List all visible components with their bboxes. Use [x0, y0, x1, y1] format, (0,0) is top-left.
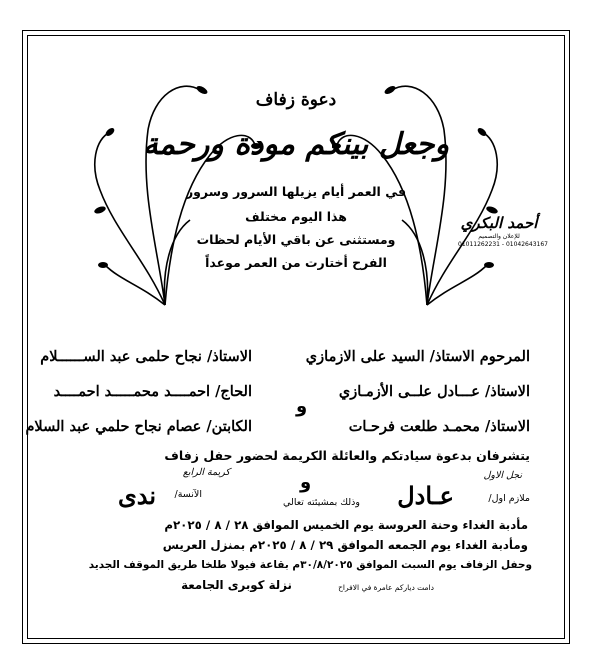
designer-phones: 01011262231 - 01042643167 [458, 241, 548, 248]
wish-line: دامت دياركم عامرة في الافراح [338, 583, 434, 592]
groom-note: نجل الاول [483, 470, 522, 481]
right-family-line-2: الاستاذ/ عـــادل علــى الأزمـازي [338, 383, 530, 400]
families-connector: و [296, 396, 308, 417]
poem-line-2: هذا اليوم مختلف [245, 209, 347, 224]
invitation-title: دعوة زفاف [255, 90, 337, 110]
invitation-line: يتشرفان بدعوة سيادتكم والعائلة الكريمة لحضور حفل زفاف [164, 448, 530, 463]
detail-line-2: ومأدبة الغداء يوم الجمعه الموافق ٢٩ / ٨ / ٢٠٢٥م بمنزل العريس [162, 538, 528, 552]
groom-title: ملازم اول/ [488, 493, 530, 504]
detail-line-1: مأدبة الغداء وحنة العروسة يوم الخميس الموافق ٢٨ / ٨ / ٢٠٢٥م [164, 518, 528, 532]
detail-line-3: وحفل الزفاف يوم السبت الموافق ٣٠/٨/٢٠٢٥م بقاعة فيولا طلخا طريق الموقف الجديد [88, 559, 532, 571]
location-line: نزلة كوبرى الجامعة [181, 578, 292, 592]
groom-name: عـادل [397, 481, 454, 510]
bride-title: الآنسة/ [174, 489, 202, 500]
designer-tagline: للإعلان والتصميم [478, 233, 520, 240]
verse-title: وجعل بينكم مودة ورحمة [142, 127, 450, 162]
designer-name: أحمد البكري [460, 214, 538, 232]
bride-note: كريمة الرابع [182, 467, 230, 478]
poem-line-4: الفرح أختارت من العمر موعداً [205, 255, 387, 270]
blessing-text: وذلك بمشيئته تعالي [283, 497, 360, 508]
right-family-line-3: الاستاذ/ محمـد طلعت فرحـات [348, 418, 530, 435]
left-family-line-3: الكابتن/ عصام نجاح حلمي عبد السلام [25, 418, 252, 435]
left-family-line-2: الحاج/ احمــــد محمـــــد احمــــد [53, 383, 252, 400]
right-family-line-1: المرحوم الاستاذ/ السيد على الازمازي [305, 348, 530, 365]
left-family-line-1: الاستاذ/ نجاح حلمى عبد الســــــلام [40, 348, 252, 365]
designer-signature [458, 214, 548, 248]
couple-connector: و [300, 472, 312, 493]
poem-line-3: ومستثنى عن باقي الأيام لحظات [196, 232, 396, 247]
poem-line-1: في العمر أيام يزيلها السرور وسرور [185, 184, 407, 199]
bride-name: ندى [117, 481, 156, 510]
